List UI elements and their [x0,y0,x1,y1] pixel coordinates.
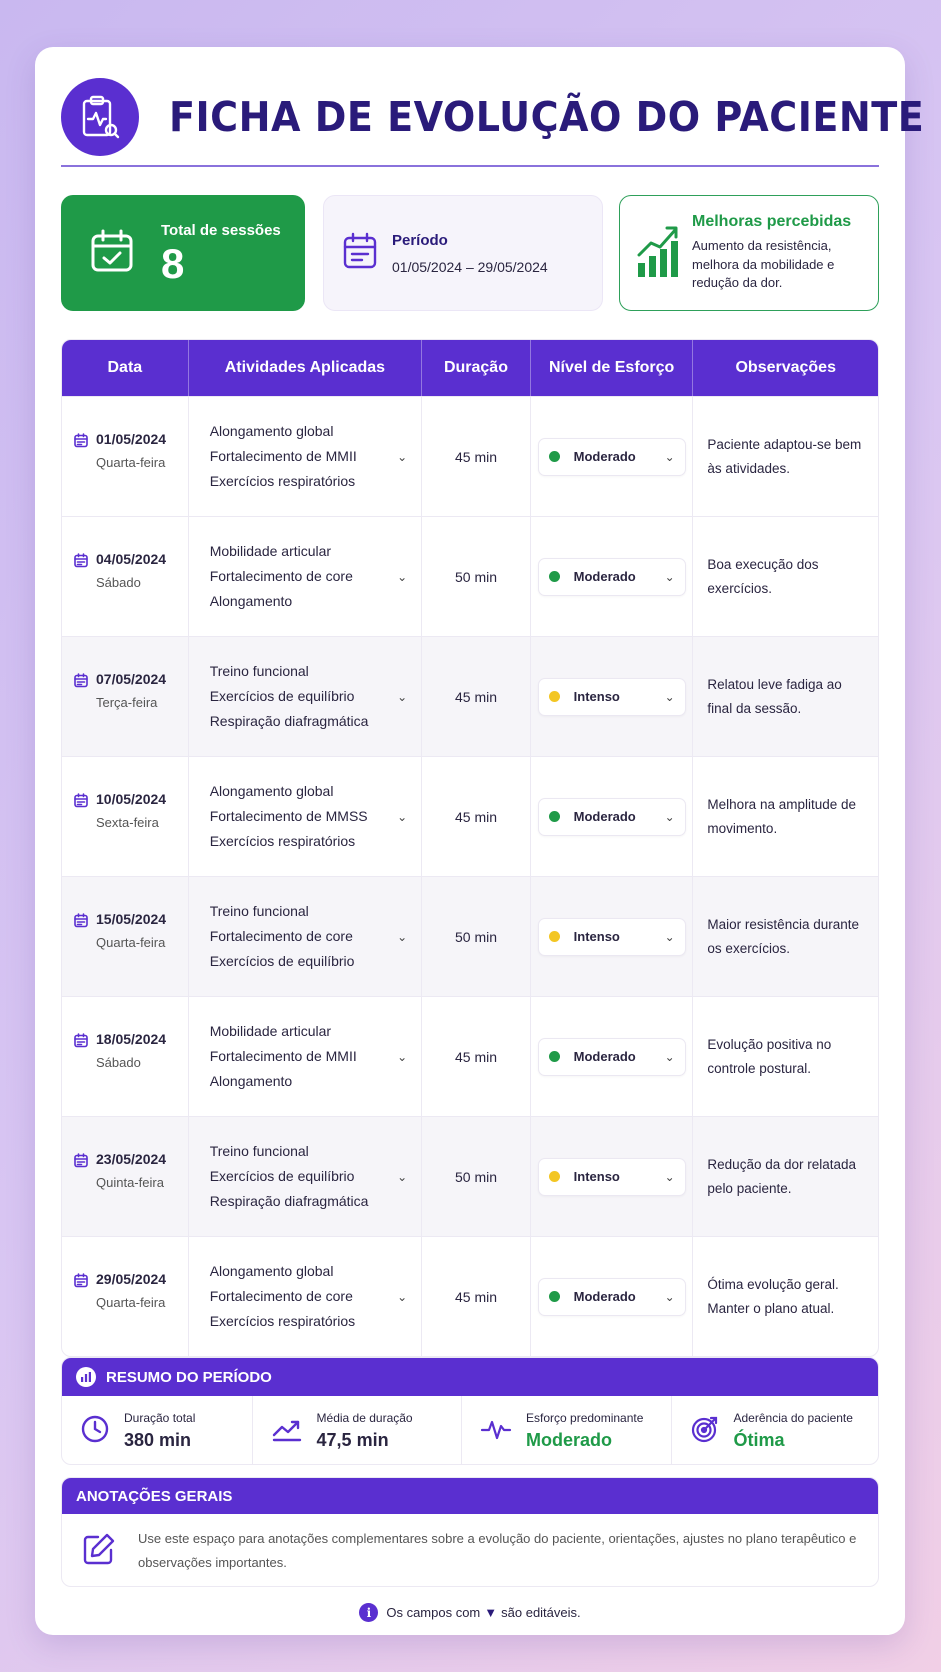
session-date: 29/05/2024 [96,1271,167,1287]
session-date: 07/05/2024 [96,671,167,687]
activities-list [210,899,355,974]
activity-item: Respiração diafragmática [209,713,369,729]
date-cell [62,877,189,996]
date-cell [62,397,189,516]
chevron-down-icon[interactable]: ⌄ [397,689,408,704]
effort-status-dot [549,451,560,462]
summary-average-duration [253,1396,462,1465]
activity-item: Exercícios respiratórios [209,1313,356,1329]
activity-item: Treino funcional [209,663,309,679]
activity-item: Exercícios de equilíbrio [209,688,355,704]
notes-title: ANOTAÇÕES GERAIS [62,1478,878,1514]
activity-item: Fortalecimento de core [209,568,353,584]
column-header-observations: Observações [735,359,836,376]
activity-item: Treino funcional [209,1143,309,1159]
column-header-activities: Atividades Aplicadas [189,340,422,396]
clock-icon [80,1414,110,1449]
duration-cell: 50 min [422,1117,531,1236]
effort-cell [531,397,694,516]
session-weekday: Quarta-feira [96,935,166,950]
chevron-down-icon[interactable]: ⌄ [664,449,675,464]
general-notes [61,1477,879,1587]
session-date: 15/05/2024 [96,911,167,927]
chevron-down-icon[interactable]: ⌄ [664,1049,675,1064]
duration-cell: 45 min [422,397,531,516]
activities-dropdown[interactable] [189,1237,422,1356]
effort-cell [531,637,694,756]
table-row [62,1116,878,1236]
activities-dropdown[interactable] [189,757,422,876]
session-date: 10/05/2024 [96,791,167,807]
activity-item: Mobilidade articular [209,1023,332,1039]
activity-item: Fortalecimento de core [209,928,353,944]
summary-title: RESUMO DO PERÍODO [106,1368,272,1386]
duration-cell: 45 min [422,637,531,756]
calendar-icon [342,232,378,275]
effort-value: Moderado [573,569,636,584]
activity-item: Fortalecimento de core [209,1288,353,1304]
table-header [62,340,878,396]
table-row [62,876,878,996]
activity-item: Alongamento [209,1073,293,1089]
effort-cell [531,517,694,636]
improvements-label: Melhoras percebidas [692,212,852,230]
summary-label: Esforço predominante [526,1411,644,1425]
column-header-date: Data [62,340,189,396]
effort-select[interactable] [538,798,686,836]
activity-item: Exercícios de equilíbrio [209,953,355,969]
effort-status-dot [549,571,560,582]
stats-row [61,195,879,311]
evolution-card [35,47,925,1635]
calendar-check-icon [89,228,135,279]
table-row [62,756,878,876]
column-header-duration: Duração [422,340,531,396]
chevron-down-icon[interactable]: ⌄ [664,1289,675,1304]
effort-value: Moderado [573,809,636,824]
date-cell [62,757,189,876]
activities-dropdown[interactable] [189,397,422,516]
session-date: 23/05/2024 [96,1151,167,1167]
effort-value: Moderado [573,449,636,464]
info-icon: i [359,1603,378,1622]
chevron-down-icon[interactable]: ⌄ [397,1169,408,1184]
activities-dropdown[interactable] [189,877,422,996]
effort-value: Intenso [573,689,620,704]
summary-adherence [672,1396,878,1465]
chevron-down-icon[interactable]: ⌄ [397,809,408,824]
effort-select[interactable] [538,1038,686,1076]
chevron-down-icon[interactable]: ⌄ [664,809,675,824]
duration-cell: 50 min [422,517,531,636]
effort-status-dot [549,1051,560,1062]
activities-dropdown[interactable] [189,517,422,636]
chevron-down-icon[interactable]: ⌄ [397,449,408,464]
calendar-icon [74,1273,88,1310]
activities-list [210,419,357,494]
chevron-down-icon[interactable]: ⌄ [664,689,675,704]
session-weekday: Terça-feira [96,695,158,710]
trend-up-icon [271,1415,303,1448]
calendar-icon [74,1033,88,1070]
activity-item: Alongamento global [209,423,334,439]
date-cell [62,997,189,1116]
period-stat [323,195,603,311]
date-cell [62,517,189,636]
notes-textarea[interactable]: Use este espaço para anotações complementares sobre a evolução do paciente, orientações, ajustes no plano terapêutico e observações importantes. [138,1531,857,1570]
bar-chart-icon [76,1367,96,1387]
observation-cell: Maior resistência durante os exercícios. [707,916,859,956]
activities-list [210,539,353,614]
activities-list [210,1019,357,1094]
activity-item: Fortalecimento de MMSS [209,808,368,824]
chevron-down-icon[interactable]: ⌄ [397,1289,408,1304]
session-weekday: Sábado [96,1055,141,1070]
date-cell [62,637,189,756]
calendar-icon [74,913,88,950]
effort-status-dot [549,1171,560,1182]
effort-value: Moderado [573,1049,636,1064]
footer-text-before: Os campos com [386,1605,481,1620]
duration-cell: 50 min [422,877,531,996]
table-body [62,396,878,1356]
page-title: FICHA DE EVOLUÇÃO DO PACIENTE [169,93,925,141]
effort-value: Moderado [573,1289,636,1304]
effort-status-dot [549,691,560,702]
duration-cell: 45 min [422,1237,531,1356]
summary-label: Duração total [124,1411,196,1425]
summary-value: 47,5 min [316,1430,389,1450]
improvements-stat [619,195,879,311]
observation-cell: Evolução positiva no controle postural. [707,1036,832,1076]
calendar-icon [74,673,88,710]
bar-chart-growth-icon [636,223,680,284]
activity-item: Exercícios respiratórios [209,473,356,489]
effort-select[interactable] [538,678,686,716]
effort-value: Intenso [573,929,620,944]
period-value: 01/05/2024 – 29/05/2024 [392,258,548,275]
observation-cell: Boa execução dos exercícios. [707,556,819,596]
effort-cell [531,877,694,996]
activity-item: Alongamento global [209,783,334,799]
period-summary [61,1357,879,1465]
column-header-effort: Nível de Esforço [531,340,694,396]
caret-down-icon: ▼ [484,1605,498,1620]
activity-item: Mobilidade articular [209,543,332,559]
date-cell [62,1117,189,1236]
chevron-down-icon[interactable]: ⌄ [397,1049,408,1064]
summary-label: Aderência do paciente [733,1411,853,1425]
sessions-stat [61,195,305,311]
summary-value: 380 min [124,1430,192,1450]
summary-label: Média de duração [316,1411,413,1425]
effort-cell [531,1117,694,1236]
session-date: 01/05/2024 [96,431,167,447]
session-weekday: Quinta-feira [96,1175,164,1190]
chevron-down-icon[interactable]: ⌄ [397,569,408,584]
activities-dropdown[interactable] [189,1117,422,1236]
footer-hint [35,1603,905,1622]
chevron-down-icon[interactable]: ⌄ [664,569,675,584]
target-icon [690,1414,720,1449]
activity-item: Exercícios de equilíbrio [209,1168,355,1184]
effort-cell [531,997,694,1116]
header-divider [61,165,879,167]
observation-cell: Melhora na amplitude de movimento. [707,796,857,836]
footer-text-after: são editáveis. [501,1605,581,1620]
table-row [62,396,878,516]
effort-select[interactable] [538,918,686,956]
activities-list [210,1139,369,1214]
effort-cell [531,757,694,876]
header [61,69,925,165]
sessions-value: 8 [161,239,185,287]
activity-item: Alongamento [209,593,293,609]
period-label: Período [392,231,448,249]
effort-select[interactable] [538,1158,686,1196]
activity-item: Respiração diafragmática [209,1193,369,1209]
activities-dropdown[interactable] [189,997,422,1116]
session-date: 18/05/2024 [96,1031,167,1047]
summary-header [62,1358,878,1396]
session-weekday: Sexta-feira [96,815,159,830]
activity-item: Alongamento global [209,1263,334,1279]
effort-status-dot [549,811,560,822]
chevron-down-icon[interactable]: ⌄ [664,929,675,944]
session-weekday: Quarta-feira [96,455,166,470]
activity-item: Fortalecimento de MMII [209,1048,357,1064]
effort-value: Intenso [573,1169,620,1184]
effort-status-dot [549,1291,560,1302]
observation-cell: Relatou leve fadiga ao final da sessão. [707,676,842,716]
summary-value: Ótima [733,1430,785,1450]
table-row [62,996,878,1116]
table-row [62,636,878,756]
improvements-value: Aumento da resistência, melhora da mobilidade e redução da dor. [692,237,835,291]
chevron-down-icon[interactable]: ⌄ [397,929,408,944]
activity-item: Treino funcional [209,903,309,919]
effort-select[interactable] [538,1278,686,1316]
calendar-icon [74,1153,88,1190]
table-row [62,516,878,636]
activity-item: Exercícios respiratórios [209,833,356,849]
duration-cell: 45 min [422,997,531,1116]
calendar-icon [74,553,88,590]
sessions-label: Total de sessões [161,221,281,239]
table-row [62,1236,878,1356]
activities-list [210,1259,356,1334]
effort-cell [531,1237,694,1356]
activities-list [210,659,369,734]
sessions-table [61,339,879,1357]
observation-cell: Ótima evolução geral. Manter o plano atual. [707,1276,839,1316]
summary-total-duration [62,1396,253,1465]
calendar-icon [74,793,88,830]
effort-select[interactable] [538,558,686,596]
observation-cell: Redução da dor relatada pelo paciente. [707,1156,857,1196]
summary-value: Moderado [526,1430,613,1450]
pulse-icon [480,1415,512,1448]
observation-cell: Paciente adaptou-se bem às atividades. [707,436,862,476]
session-date: 04/05/2024 [96,551,167,567]
edit-icon [82,1532,116,1571]
clipboard-pulse-icon [61,78,139,156]
activities-list [210,779,368,854]
activities-dropdown[interactable] [189,637,422,756]
effort-status-dot [549,931,560,942]
calendar-icon [74,433,88,470]
duration-cell: 45 min [422,757,531,876]
activity-item: Fortalecimento de MMII [209,448,357,464]
date-cell [62,1237,189,1356]
chevron-down-icon[interactable]: ⌄ [664,1169,675,1184]
summary-predominant-effort [462,1396,671,1465]
session-weekday: Sábado [96,575,141,590]
session-weekday: Quarta-feira [96,1295,166,1310]
effort-select[interactable] [538,438,686,476]
